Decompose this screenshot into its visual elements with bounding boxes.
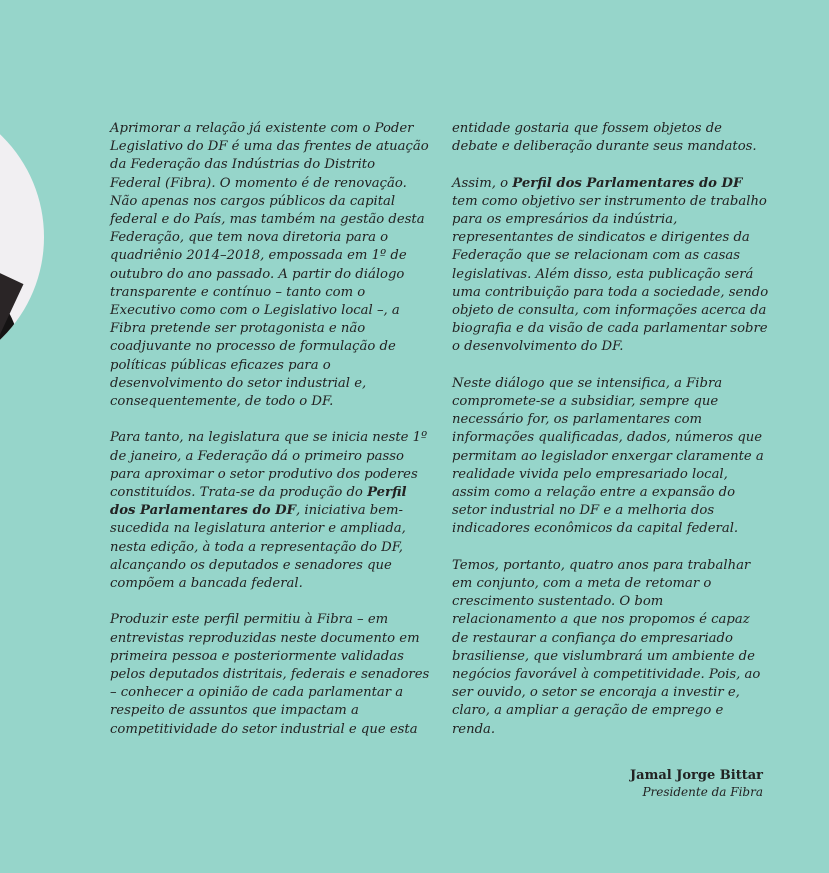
paragraph-text: tem como objetivo ser instrumento de trabalho para os empresários da indústria, representantes de sindicatos e dirigentes da Federação que se relacionam com as casas legislativas. Além disso, esta publicação será uma contribuição para toda a sociedade, sendo objeto de consulta, com informações acerca da biografia e da visão de cada parlamentar sobre o desenvolvimento do DF. [452,193,769,355]
paragraph [110,429,430,593]
paragraph: Temos, portanto, quatro anos para trabalhar em conjunto, com a meta de retomar o crescimento sustentado. O bom relacionamento a que nos propomos é capaz de restaurar a confiança do empresariado brasiliense, que vislumbrará um ambiente de negócios favorável à competitividade. Pois, ao ser ouvido, o setor se encoraja a investir e, claro, a ampliar a geração de emprego e renda. [452,557,761,737]
paragraph: Produzir este perfil permitiu à Fibra – em entrevistas reproduzidas neste documento em primeira pessoa e posteriormente validadas pelos deputados distritais, federais e senadores – conhecer a opinião de cada parlamentar a respeito de assuntos que impactam a competitividade do setor industrial e que esta [110,612,430,737]
right-column [452,120,770,757]
paragraph [452,175,770,357]
paragraph-text: Assim, o [452,175,513,191]
signature-name: Jamal Jorge Bittar [630,768,763,783]
paragraph-text: , iniciativa bem-sucedida na legislatura anterior e ampliada, nesta edição, à toda a representação do DF, alcançando os deputados e senadores que compõem a bancada federal. [110,503,406,592]
paragraph: entidade gostaria que fossem objetos de debate e deliberação durante seus mandatos. [452,121,757,155]
signature-role: Presidente da Fibra [642,785,763,799]
publication-title: Perfil dos Parlamentares do DF [110,485,407,519]
paragraph: Aprimorar a relação já existente com o Poder Legislativo do DF é uma das frentes de atuação da Federação das Indústrias do Distrito Federal (Fibra). O momento é de renovação. Não apenas nos cargos públicos da capital federal e do País, mas também na gestão desta Federação, que tem nova diretoria para o quadriênio 2014–2018, empossada em 1º de outubro do ano passado. A partir do diálogo transparente e contínuo – tanto com o Executivo como com o Legislativo local –, a Fibra pretende ser protagonista e não coadjuvante no processo de formulação de políticas públicas eficazes para o desenvolvimento do setor industrial e, consequentemente, de todo o DF. [110,121,429,410]
paragraph: Neste diálogo que se intensifica, a Fibra compromete-se a subsidiar, sempre que necessário for, os parlamentares com informações qualificadas, dados, números que permitam ao legislador enxergar claramente a realidade vivida pelo empresariado local, assim como a relação entre a expansão do setor industrial no DF e a melhoria dos indicadores econômicos da capital federal. [452,375,764,537]
portrait-photo [0,95,44,379]
publication-title: Perfil dos Parlamentares do DF [512,175,743,191]
left-column [110,120,430,757]
signature [630,767,763,801]
paragraph-text: Para tanto, na legislatura que se inicia neste 1º de janeiro, a Federação dá o primeiro passo para aproximar o setor produtivo dos poderes constituídos. Trata-se da produção do [110,430,428,501]
